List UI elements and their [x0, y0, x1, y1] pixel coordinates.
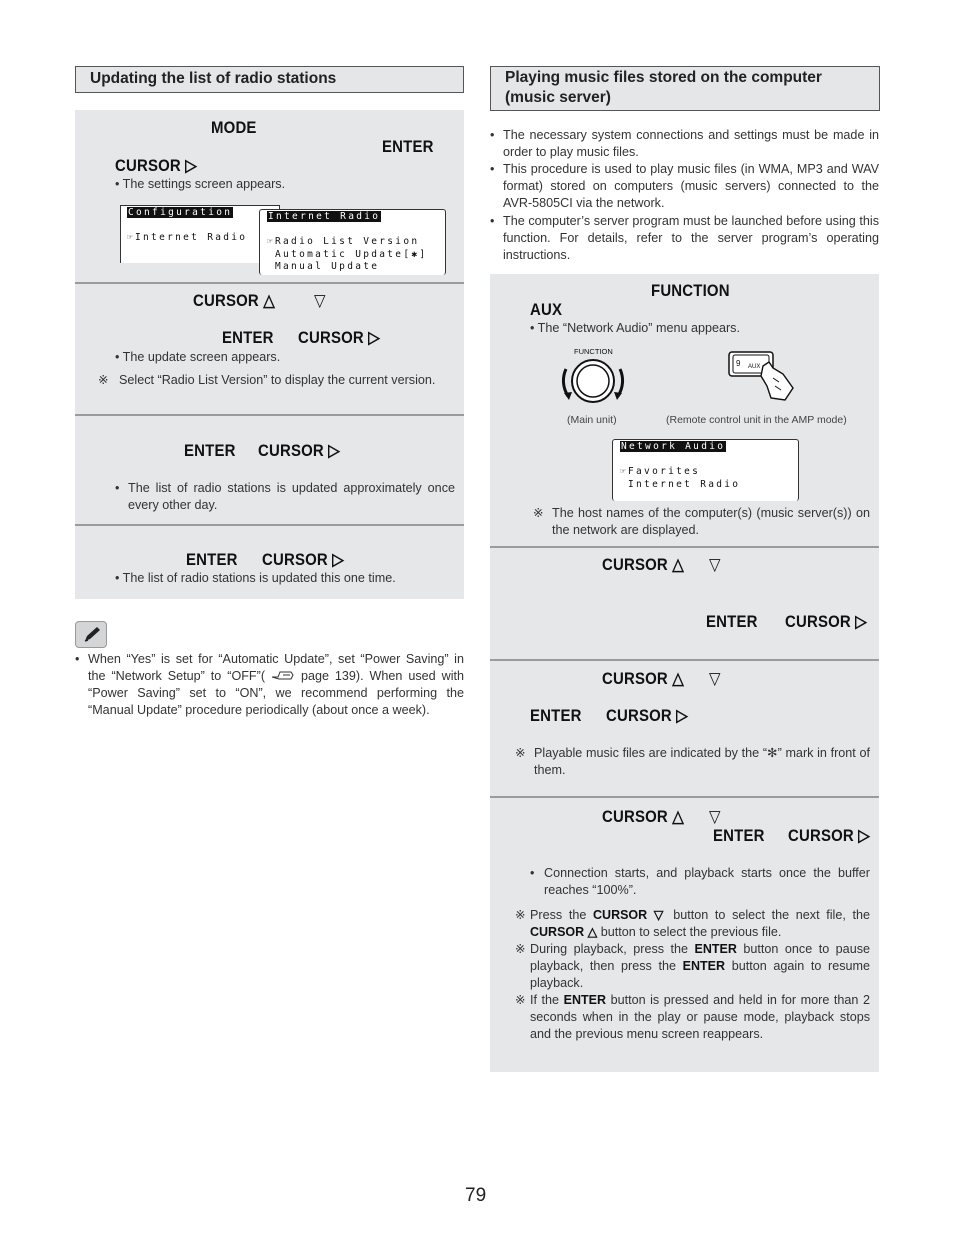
memo-page-ref: page 139). When used with “Power Saving” set to “ON”, we recommend performing the “Manual Update” procedure periodically (about once a week). — [88, 669, 465, 717]
section-header-music-server: Playing music files stored on the computer (music server) — [490, 66, 880, 111]
step-note: • The settings screen appears. — [115, 177, 286, 191]
intro-bullet-2: This procedure is used to play music files (in WMA, MP3 and WAV format) stored on computers (music servers) connected to the AVR-5805CI via the network. — [503, 162, 879, 210]
cursor-down-icon: ▽ — [314, 291, 326, 310]
cursor-down-icon: ▽ — [709, 807, 721, 826]
mode-button-label: MODE — [211, 118, 257, 137]
aux-button-label: AUX — [530, 300, 563, 319]
step-note: • The update screen appears. — [115, 350, 281, 364]
step-note: • The list of radio stations is updated this one time. — [115, 571, 396, 585]
bullet: • — [490, 128, 495, 142]
memo-text-part: When “Yes” is set for “Automatic Update”, set “Power Saving” in the “Network Setup” to “OFF”( — [88, 652, 464, 683]
note-mark: ※ — [98, 373, 109, 387]
lcd-title: Configuration — [128, 207, 233, 218]
step-note: The list of radio stations is updated approximately once every other day. — [128, 481, 455, 512]
enter-button-label: ENTER — [706, 612, 758, 631]
pencil-icon-svg — [76, 622, 106, 647]
remark-text: button is pressed and held in for more than 2 seconds when in the play or pause mode, playback stops and the previous menu screen reappears. — [530, 993, 870, 1041]
step-remark: Select “Radio List Version” to display the current version. — [119, 373, 436, 387]
remark-text: button to select the previous file. — [600, 925, 782, 939]
cursor-right-button-label: CURSOR ▷ — [788, 826, 870, 845]
memo-text — [88, 651, 464, 719]
remote-aux-button-illustration — [727, 348, 799, 404]
reference-hand-icon — [271, 669, 295, 681]
lcd-network-audio-screen — [612, 439, 799, 501]
lcd-line-3: Manual Update — [267, 261, 380, 272]
step-panel-2 — [490, 548, 879, 659]
step-remark: Playable music files are indicated by the “✻” mark in front of them. — [534, 746, 870, 777]
cursor-up-button-label: CURSOR △ — [602, 807, 684, 826]
cursor-right-button-label: CURSOR ▷ — [258, 441, 340, 460]
note-mark: ※ — [533, 506, 544, 520]
function-knob-illustration — [556, 344, 632, 408]
intro-bullet-1: The necessary system connections and settings must be made in order to play music files. — [503, 128, 879, 159]
cursor-down-icon: ▽ — [709, 669, 721, 688]
bullet: • — [490, 162, 495, 176]
remark-text: During playback, press the — [530, 942, 689, 956]
caption-main-unit: (Main unit) — [567, 414, 617, 426]
enter-keyword: ENTER — [563, 993, 606, 1007]
cursor-down-icon: ▽ — [709, 555, 721, 574]
section-header-radio-update: Updating the list of radio stations — [75, 66, 464, 93]
remark-cursor-keys — [530, 907, 870, 941]
step-note: • The “Network Audio” menu appears. — [530, 321, 740, 335]
enter-button-label: ENTER — [222, 328, 274, 347]
cursor-right-button-label: CURSOR ▷ — [298, 328, 380, 347]
lcd-line-1: ☞Favorites — [620, 466, 701, 477]
bullet: • — [75, 652, 80, 666]
caption-remote-unit: (Remote control unit in the AMP mode) — [666, 414, 847, 426]
enter-keyword: ENTER — [682, 959, 726, 973]
lcd-line-2: Internet Radio — [620, 478, 741, 490]
cursor-right-button-label: CURSOR ▷ — [262, 550, 344, 569]
lcd-line-2: Automatic Update[✱] — [267, 248, 428, 260]
lcd-title: Internet Radio — [268, 211, 381, 222]
pencil-icon — [75, 621, 107, 648]
knob-label: FUNCTION — [574, 347, 613, 356]
enter-button-label: ENTER — [530, 706, 582, 725]
bullet: • — [115, 481, 120, 495]
page-number: 79 — [465, 1185, 487, 1206]
cursor-down-keyword: CURSOR ▽ — [593, 908, 667, 922]
remark-text: button again to resume playback. — [530, 959, 871, 990]
enter-button-label: ENTER — [382, 137, 434, 156]
enter-button-label: ENTER — [713, 826, 765, 845]
remark-pause — [530, 941, 870, 992]
cursor-right-button-label: CURSOR ▷ — [115, 156, 197, 175]
enter-keyword: ENTER — [694, 942, 737, 956]
note-mark: ※ — [515, 993, 526, 1007]
remark-text: If the — [530, 993, 560, 1007]
lcd-line: ☞Internet Radio — [127, 232, 248, 243]
step-note: Connection starts, and playback starts once the buffer reaches “100%”. — [544, 866, 870, 897]
cursor-right-button-label: CURSOR ▷ — [606, 706, 688, 725]
cursor-up-keyword: CURSOR △ — [530, 925, 598, 939]
bullet: • — [530, 866, 535, 880]
lcd-title: Network Audio — [621, 441, 726, 452]
enter-button-label: ENTER — [184, 441, 236, 460]
note-mark: ※ — [515, 908, 526, 922]
function-button-label: FUNCTION — [651, 281, 730, 300]
cursor-right-button-label: CURSOR ▷ — [785, 612, 867, 631]
enter-button-label: ENTER — [186, 550, 238, 569]
lcd-line-1: ☞Radio List Version — [267, 236, 420, 247]
remark-text: button to select the next file, the — [673, 908, 871, 922]
svg-text:9: 9 — [736, 359, 741, 368]
remark-text: button once to pause playback, then press the — [530, 942, 870, 973]
cursor-up-button-label: CURSOR △ — [602, 669, 684, 688]
function-knob-icon — [556, 344, 632, 408]
bullet: • — [490, 214, 495, 228]
lcd-internet-radio-screen — [259, 209, 446, 275]
remark-stop — [530, 992, 870, 1043]
note-mark: ※ — [515, 942, 526, 956]
lcd-configuration-screen — [120, 205, 280, 263]
cursor-up-button-label: CURSOR △ — [602, 555, 684, 574]
note-mark: ※ — [515, 746, 526, 760]
intro-bullet-3: The computer’s server program must be launched before using this function. For details, refer to the server program’s operating instructions. — [503, 214, 879, 262]
cursor-up-button-label: CURSOR △ — [193, 291, 275, 310]
remote-hand-icon — [727, 348, 799, 404]
remark-text: Press the — [530, 908, 587, 922]
step-remark: The host names of the computer(s) (music server(s)) on the network are displayed. — [552, 506, 870, 537]
svg-text:AUX: AUX — [748, 364, 761, 370]
